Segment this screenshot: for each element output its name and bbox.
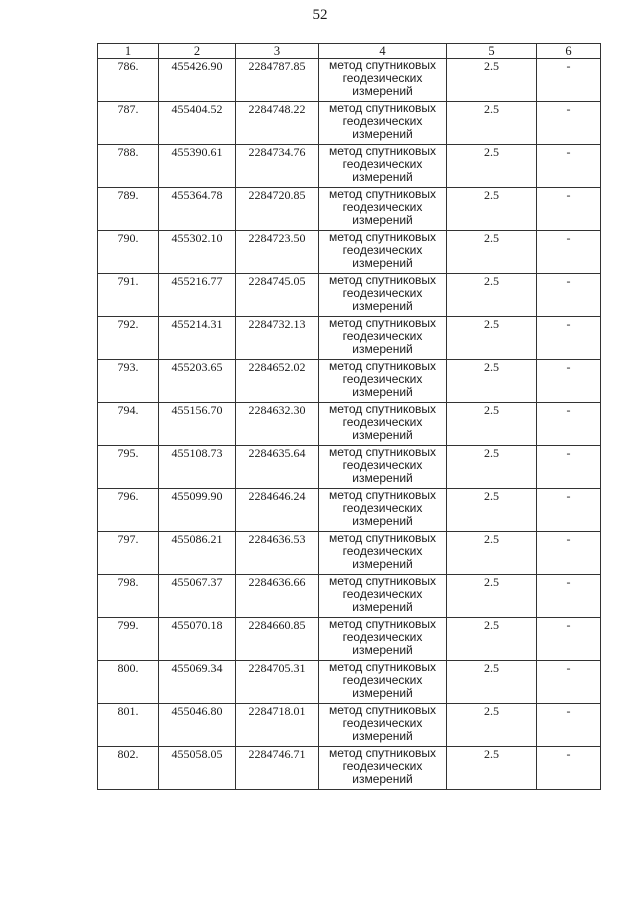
page-number: 52 [312,7,328,23]
table-row [98,532,601,575]
method-text-line: геодезических [342,243,423,258]
method-text-line: измерений [352,428,413,443]
method-cell [319,661,447,704]
method-text-line: геодезических [342,157,423,172]
point-number-cell: 789. [98,188,159,231]
table-row [98,575,601,618]
y-coordinate-cell: 2284746.71 [236,747,319,790]
method-cell [319,231,447,274]
method-text-line: измерений [352,557,413,572]
accuracy-cell: 2.5 [447,145,537,188]
table-row [98,231,601,274]
note-cell: - [537,618,601,661]
accuracy-cell: 2.5 [447,618,537,661]
point-number-cell: 793. [98,360,159,403]
table-row [98,360,601,403]
method-text-line: метод спутниковых [328,316,436,330]
x-coordinate-cell: 455214.31 [159,317,236,360]
x-coordinate-cell: 455302.10 [159,231,236,274]
method-text-line: геодезических [342,630,423,645]
point-number-cell: 802. [98,747,159,790]
point-number-cell: 798. [98,575,159,618]
column-header-4: 4 [319,44,447,59]
table-row [98,489,601,532]
note-cell: - [537,317,601,360]
method-cell [319,532,447,575]
point-number-cell: 797. [98,532,159,575]
method-cell [319,360,447,403]
point-number-cell: 788. [98,145,159,188]
y-coordinate-cell: 2284635.64 [236,446,319,489]
header-row [98,44,601,59]
method-text-line: метод спутниковых [328,574,436,588]
y-coordinate-cell: 2284632.30 [236,403,319,446]
method-text-line: измерений [352,256,413,271]
point-number-cell: 790. [98,231,159,274]
method-text-line: геодезических [342,544,423,559]
method-text-line: геодезических [342,372,423,387]
note-cell: - [537,532,601,575]
method-cell [319,102,447,145]
x-coordinate-cell: 455046.80 [159,704,236,747]
y-coordinate-cell: 2284723.50 [236,231,319,274]
point-number-cell: 801. [98,704,159,747]
method-text-line: измерений [352,385,413,400]
accuracy-cell: 2.5 [447,704,537,747]
x-coordinate-cell: 455086.21 [159,532,236,575]
method-text-line: измерений [352,729,413,744]
method-text-line: метод спутниковых [328,101,436,115]
x-coordinate-cell: 455070.18 [159,618,236,661]
table-header [98,44,601,59]
accuracy-cell: 2.5 [447,489,537,532]
accuracy-cell: 2.5 [447,532,537,575]
table-row [98,317,601,360]
method-text-line: метод спутниковых [328,273,436,287]
table-body [98,59,601,790]
method-text-line: геодезических [342,587,423,602]
method-text-line: геодезических [342,716,423,731]
method-text-line: метод спутниковых [328,488,436,502]
accuracy-cell: 2.5 [447,360,537,403]
method-text-line: метод спутниковых [328,230,436,244]
method-text-line: измерений [352,213,413,228]
point-number-cell: 799. [98,618,159,661]
method-text-line: геодезических [342,501,423,516]
method-cell [319,747,447,790]
method-text-line: измерений [352,514,413,529]
x-coordinate-cell: 455390.61 [159,145,236,188]
method-cell [319,489,447,532]
method-text-line: измерений [352,600,413,615]
method-cell [319,317,447,360]
note-cell: - [537,59,601,102]
table-row [98,618,601,661]
method-cell [319,704,447,747]
note-cell: - [537,188,601,231]
point-number-cell: 791. [98,274,159,317]
table-row [98,661,601,704]
method-text-line: геодезических [342,286,423,301]
method-text-line: геодезических [342,71,423,86]
x-coordinate-cell: 455426.90 [159,59,236,102]
table-row [98,403,601,446]
point-number-cell: 794. [98,403,159,446]
method-text-line: метод спутниковых [328,660,436,674]
y-coordinate-cell: 2284732.13 [236,317,319,360]
point-number-cell: 796. [98,489,159,532]
method-text-line: геодезических [342,458,423,473]
note-cell: - [537,489,601,532]
method-text-line: измерений [352,170,413,185]
table-row [98,747,601,790]
point-number-cell: 795. [98,446,159,489]
method-text-line: метод спутниковых [328,187,436,201]
y-coordinate-cell: 2284660.85 [236,618,319,661]
x-coordinate-cell: 455067.37 [159,575,236,618]
method-cell [319,59,447,102]
x-coordinate-cell: 455069.34 [159,661,236,704]
x-coordinate-cell: 455099.90 [159,489,236,532]
y-coordinate-cell: 2284787.85 [236,59,319,102]
method-text-line: измерений [352,471,413,486]
accuracy-cell: 2.5 [447,403,537,446]
method-text-line: геодезических [342,759,423,774]
column-header-2: 2 [159,44,236,59]
table-row [98,188,601,231]
y-coordinate-cell: 2284720.85 [236,188,319,231]
column-header-6: 6 [537,44,601,59]
method-cell [319,274,447,317]
accuracy-cell: 2.5 [447,747,537,790]
note-cell: - [537,747,601,790]
accuracy-cell: 2.5 [447,274,537,317]
table-row [98,102,601,145]
method-text-line: метод спутниковых [328,58,436,72]
method-text-line: измерений [352,299,413,314]
y-coordinate-cell: 2284734.76 [236,145,319,188]
method-text-line: метод спутниковых [328,359,436,373]
y-coordinate-cell: 2284705.31 [236,661,319,704]
column-header-1: 1 [98,44,159,59]
y-coordinate-cell: 2284636.66 [236,575,319,618]
note-cell: - [537,102,601,145]
method-text-line: метод спутниковых [328,531,436,545]
accuracy-cell: 2.5 [447,59,537,102]
method-cell [319,403,447,446]
y-coordinate-cell: 2284646.24 [236,489,319,532]
column-header-3: 3 [236,44,319,59]
x-coordinate-cell: 455216.77 [159,274,236,317]
method-text-line: метод спутниковых [328,144,436,158]
method-cell [319,188,447,231]
method-text-line: метод спутниковых [328,445,436,459]
method-cell [319,145,447,188]
method-cell [319,446,447,489]
coordinates-table [97,43,601,790]
accuracy-cell: 2.5 [447,575,537,618]
y-coordinate-cell: 2284745.05 [236,274,319,317]
x-coordinate-cell: 455364.78 [159,188,236,231]
column-header-5: 5 [447,44,537,59]
accuracy-cell: 2.5 [447,231,537,274]
method-text-line: метод спутниковых [328,617,436,631]
accuracy-cell: 2.5 [447,102,537,145]
method-text-line: метод спутниковых [328,402,436,416]
note-cell: - [537,274,601,317]
accuracy-cell: 2.5 [447,661,537,704]
method-text-line: метод спутниковых [328,703,436,717]
point-number-cell: 787. [98,102,159,145]
method-text-line: геодезических [342,114,423,129]
method-text-line: геодезических [342,200,423,215]
method-text-line: измерений [352,772,413,787]
y-coordinate-cell: 2284652.02 [236,360,319,403]
note-cell: - [537,403,601,446]
method-text-line: геодезических [342,415,423,430]
point-number-cell: 792. [98,317,159,360]
accuracy-cell: 2.5 [447,188,537,231]
x-coordinate-cell: 455058.05 [159,747,236,790]
note-cell: - [537,575,601,618]
method-text-line: измерений [352,643,413,658]
table-row [98,704,601,747]
y-coordinate-cell: 2284636.53 [236,532,319,575]
accuracy-cell: 2.5 [447,446,537,489]
method-text-line: измерений [352,342,413,357]
x-coordinate-cell: 455108.73 [159,446,236,489]
note-cell: - [537,661,601,704]
table-row [98,59,601,102]
y-coordinate-cell: 2284718.01 [236,704,319,747]
method-cell [319,618,447,661]
note-cell: - [537,704,601,747]
point-number-cell: 800. [98,661,159,704]
accuracy-cell: 2.5 [447,317,537,360]
method-text-line: метод спутниковых [328,746,436,760]
note-cell: - [537,360,601,403]
method-cell [319,575,447,618]
point-number-cell: 786. [98,59,159,102]
method-text-line: измерений [352,686,413,701]
method-text-line: геодезических [342,673,423,688]
method-text-line: измерений [352,84,413,99]
note-cell: - [537,446,601,489]
method-text-line: измерений [352,127,413,142]
table-row [98,274,601,317]
table-row [98,446,601,489]
y-coordinate-cell: 2284748.22 [236,102,319,145]
x-coordinate-cell: 455203.65 [159,360,236,403]
x-coordinate-cell: 455404.52 [159,102,236,145]
note-cell: - [537,231,601,274]
note-cell: - [537,145,601,188]
x-coordinate-cell: 455156.70 [159,403,236,446]
method-text-line: геодезических [342,329,423,344]
table-row [98,145,601,188]
